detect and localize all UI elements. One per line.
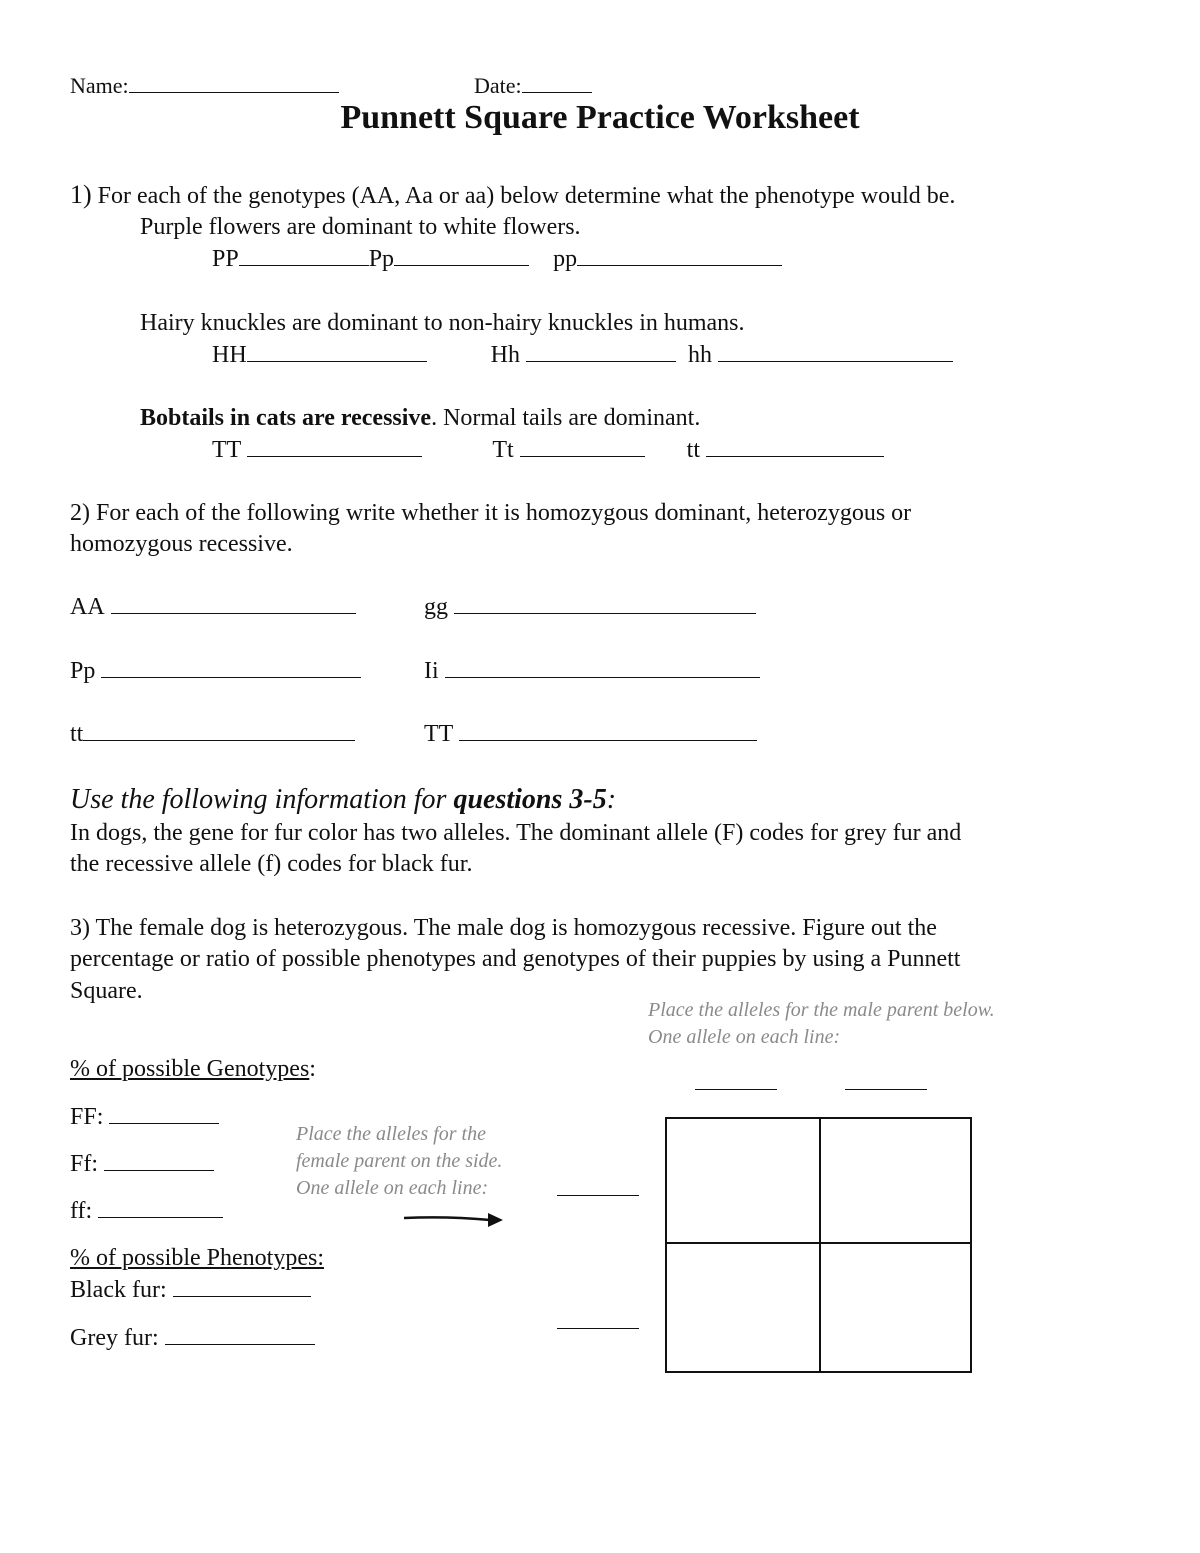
name-field[interactable] [70, 72, 339, 100]
genotype-label: tt [70, 721, 84, 747]
answer-blank[interactable] [247, 361, 427, 362]
genotype-label: TT [212, 437, 242, 463]
answer-blank[interactable] [104, 1170, 214, 1171]
q1-number: 1) [70, 180, 92, 209]
genotype-label: Ff: [70, 1151, 99, 1177]
info-heading-italic: Use the following information for [70, 784, 454, 815]
q1-statement-knuckles: Hairy knuckles are dominant to non-hairy knuckles in humans. [140, 310, 745, 336]
answer-blank[interactable] [239, 265, 369, 266]
answer-blank[interactable] [83, 740, 355, 741]
genotype-ff [70, 1196, 223, 1226]
answer-blank[interactable] [577, 265, 782, 266]
answer-blank[interactable] [173, 1296, 311, 1297]
answer-blank[interactable] [706, 456, 884, 457]
info-line2: the recessive allele (f) codes for black fur. [70, 851, 473, 877]
punnett-square[interactable] [665, 1117, 972, 1373]
genotype-label: PP [212, 246, 239, 272]
q1-statement-tails-bold: Bobtails in cats are recessive [140, 405, 432, 431]
punnett-divider-vertical [819, 1119, 821, 1371]
genotypes-heading-text: % of possible Genotypes [70, 1056, 310, 1082]
phenotypes-heading-text: % of possible Phenotypes: [70, 1245, 324, 1271]
phenotype-label: Black fur: [70, 1277, 167, 1303]
q1-statement-tails-rest: . Normal tails are dominant. [431, 405, 701, 431]
q1-genotype-row-flowers [212, 244, 782, 274]
phenotype-label: Grey fur: [70, 1325, 159, 1351]
q3-line2: percentage or ratio of possible phenotypes and genotypes of their puppies by using a Punnett [70, 946, 961, 972]
answer-blank[interactable] [165, 1344, 315, 1345]
answer-blank[interactable] [718, 361, 953, 362]
female-parent-hint: Place the alleles for the female parent on the side. One allele on each line: [296, 1123, 503, 1199]
q3-line3: Square. [70, 978, 143, 1004]
genotype-label: Pp [70, 658, 96, 684]
info-heading-bold: questions 3-5 [453, 784, 607, 815]
info-line1: In dogs, the gene for fur color has two alleles. The dominant allele (F) codes for grey fur and [70, 820, 962, 846]
info-heading [70, 783, 616, 817]
q2-item-TT [424, 719, 757, 749]
q1-prompt [70, 180, 955, 211]
answer-blank[interactable] [526, 361, 676, 362]
q2-item-gg [424, 592, 756, 622]
q2-prompt-line1: 2) For each of the following write whether it is homozygous dominant, heterozygous or [70, 500, 912, 526]
genotype-label: HH [212, 342, 247, 368]
answer-blank[interactable] [459, 740, 757, 741]
answer-blank[interactable] [520, 456, 645, 457]
q1-genotype-row-knuckles [212, 340, 953, 370]
genotypes-heading-colon: : [309, 1056, 316, 1082]
phenotypes-heading [70, 1243, 324, 1273]
q2-item-AA [70, 592, 356, 622]
genotype-label: Ii [424, 658, 439, 684]
date-blank[interactable] [522, 92, 592, 93]
answer-blank[interactable] [247, 456, 422, 457]
date-label: Date: [474, 73, 522, 98]
male-allele-line-2[interactable] [845, 1089, 927, 1090]
q1-statement-flowers: Purple flowers are dominant to white flowers. [140, 214, 581, 240]
answer-blank[interactable] [454, 613, 756, 614]
q1-genotype-row-tails [212, 435, 884, 465]
answer-blank[interactable] [445, 677, 760, 678]
punnett-divider-horizontal [667, 1242, 970, 1244]
q2-item-tt [70, 719, 355, 749]
name-blank[interactable] [129, 92, 339, 93]
page-title: Punnett Square Practice Worksheet [340, 99, 860, 136]
genotype-label: TT [424, 721, 454, 747]
q2-item-Ii [424, 656, 760, 686]
answer-blank[interactable] [109, 1123, 219, 1124]
genotype-label: hh [688, 342, 713, 368]
genotype-label: gg [424, 594, 448, 620]
phenotype-grey [70, 1323, 315, 1353]
genotype-label: FF: [70, 1104, 104, 1130]
q2-item-Pp [70, 656, 361, 686]
male-parent-hint: Place the alleles for the male parent below. One allele on each line: [648, 999, 995, 1048]
q1-statement-tails [140, 403, 700, 433]
genotypes-heading [70, 1054, 316, 1084]
genotype-label: Tt [492, 437, 514, 463]
answer-blank[interactable] [111, 613, 356, 614]
q3-line1: 3) The female dog is heterozygous. The male dog is homozygous recessive. Figure out the [70, 915, 937, 941]
q2-prompt-line2: homozygous recessive. [70, 531, 293, 557]
genotype-label: Hh [490, 342, 521, 368]
genotype-label: ff: [70, 1198, 93, 1224]
genotype-label: tt [686, 437, 700, 463]
answer-blank[interactable] [101, 677, 361, 678]
phenotype-black [70, 1275, 311, 1305]
genotype-label: Pp [368, 246, 395, 272]
genotype-label: pp [553, 246, 578, 272]
genotype-Ff [70, 1149, 214, 1179]
female-allele-line-1[interactable] [557, 1195, 639, 1196]
arrow-right-icon [402, 1210, 506, 1230]
answer-blank[interactable] [394, 265, 529, 266]
male-allele-line-1[interactable] [695, 1089, 777, 1090]
answer-blank[interactable] [98, 1217, 223, 1218]
q1-prompt-text: For each of the genotypes (AA, Aa or aa) below determine what the phenotype would be. [97, 183, 956, 209]
name-label: Name: [70, 73, 129, 98]
genotype-label: AA [70, 594, 105, 620]
female-allele-line-2[interactable] [557, 1328, 639, 1329]
date-field[interactable] [474, 72, 592, 100]
info-heading-colon: : [606, 784, 617, 815]
genotype-FF [70, 1102, 219, 1132]
